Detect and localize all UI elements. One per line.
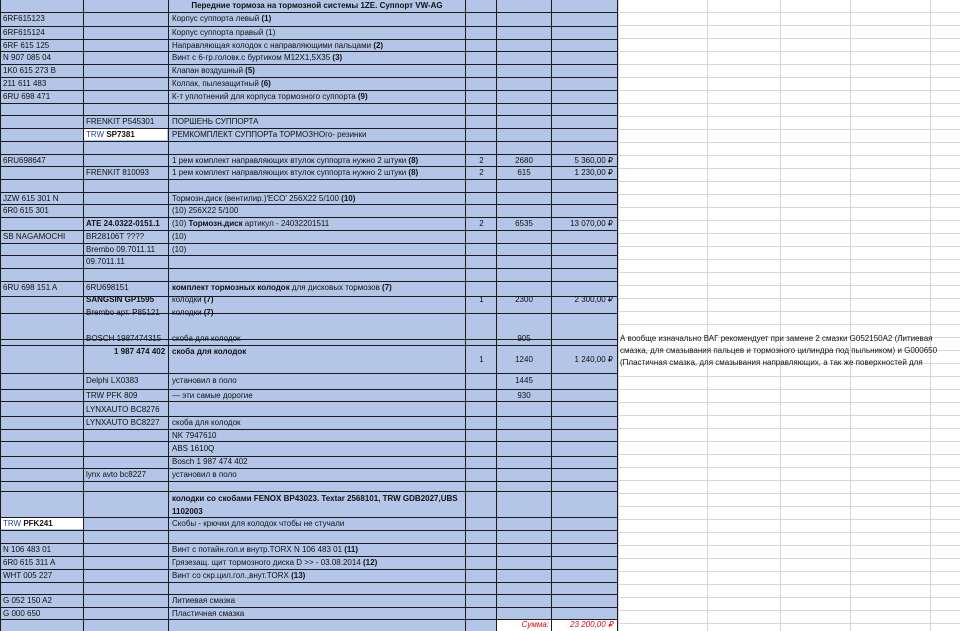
gridline-row: [618, 506, 960, 507]
gridline-dark-row: [0, 26, 618, 27]
part-code: WHT 005 227: [3, 571, 53, 580]
cell-description[interactable]: [172, 456, 248, 468]
supplier-code: Brembo 09.7011.11: [86, 245, 156, 254]
description-text: Тормозн.диск (вентилир.)'ECO' 256Х22 5/100: [172, 194, 342, 203]
cell-supplier[interactable]: [86, 294, 154, 306]
cell-description[interactable]: [172, 167, 418, 179]
part-code: N 907 085 04: [3, 53, 52, 62]
description-bold: (6): [261, 79, 271, 88]
gridline-col: [707, 0, 708, 631]
part-code: 6RF 615 125: [3, 41, 50, 50]
description-text: установил в поло: [172, 376, 237, 385]
gridline-dark-col: [551, 0, 552, 631]
gridline-dark-col: [617, 0, 618, 631]
cell-description[interactable]: [172, 595, 235, 607]
gridline-row: [618, 298, 960, 299]
cell-description[interactable]: [172, 193, 355, 205]
description-bold: (11): [344, 545, 359, 554]
description-bold: (7): [203, 308, 214, 317]
gridline-dark-row: [0, 481, 618, 482]
cell-description[interactable]: [172, 390, 253, 402]
gridline-row: [618, 311, 960, 312]
description-text: Винт со скр.цил.гол.,внут.TORX: [172, 571, 292, 580]
description-text: 1 рем комплект направляющих втулок суппорта нужно 2 штуки: [172, 156, 409, 165]
gridline-row: [618, 428, 960, 429]
cell-description[interactable]: [172, 40, 383, 52]
description-bold: (8): [408, 156, 419, 165]
gridline-row: [618, 64, 960, 65]
description-text: Винт с потайн.гол.и внутр.TORX N 106 483 01: [172, 545, 345, 554]
part-code: SB NAGAMOCHI: [3, 232, 66, 241]
description-text: Направляющая колодок с направляющими пальцами: [172, 41, 374, 50]
cell-qty[interactable]: 2: [479, 219, 484, 228]
gridline-row: [618, 12, 960, 13]
supplier-code: SANGSIN GP1595: [86, 295, 155, 304]
part-code: G 052 150 A2: [3, 596, 52, 605]
gridline-row: [618, 584, 960, 585]
supplier-code: LYNXAUTO BC8276: [86, 405, 160, 414]
cell-supplier[interactable]: [86, 375, 138, 387]
description-bold: (13): [291, 571, 306, 580]
part-code: 6RF615124: [3, 28, 45, 37]
gridline-dark-col: [465, 0, 466, 631]
supplier-code: 6RU698151: [86, 283, 129, 292]
description-text: артикул - 24032201511: [242, 219, 330, 228]
cell-description[interactable]: [172, 506, 203, 518]
gridline-row: [618, 168, 960, 169]
description-text: Скобы - крючки для колодок чтобы не стучали: [172, 519, 345, 528]
cell-supplier[interactable]: [86, 167, 149, 179]
gridline-row: [618, 402, 960, 403]
cell-supplier[interactable]: [86, 231, 144, 243]
cell-part-number[interactable]: [3, 91, 50, 103]
cell-description[interactable]: [172, 493, 458, 505]
cell-supplier[interactable]: [86, 307, 160, 319]
cell-supplier[interactable]: [114, 346, 165, 358]
cell-part-number[interactable]: [3, 205, 49, 217]
gridline-dark-row: [0, 569, 618, 570]
part-code: PFK241: [23, 519, 53, 528]
cell-price[interactable]: 615: [517, 168, 531, 177]
cell-price[interactable]: 1240: [515, 355, 533, 364]
description-text: (10): [172, 245, 187, 254]
part-code: 6RU698647: [3, 156, 46, 165]
cell-part-number[interactable]: [3, 13, 45, 25]
description-bold: (12): [363, 558, 378, 567]
note-cell[interactable]: А вообще изначально ВАГ рекомендует при замене 2 смазки G052150A2 (Литиевая смазка, для смазывания пальцев и тормозного цилиндра под пыльником) и G000650 (Пластичная смазка, для смазывания направляющих, а так же поверхностей для: [620, 334, 938, 367]
cell-qty[interactable]: 1: [479, 295, 484, 304]
part-code: 1K0 615 273 B: [3, 66, 56, 75]
description-text: установил в поло: [172, 470, 237, 479]
cell-supplier[interactable]: [86, 417, 160, 429]
gridline-dark-row: [0, 441, 618, 442]
part-code: 6RF615123: [3, 14, 45, 23]
cell-price[interactable]: 2680: [515, 156, 533, 165]
gridline-row: [618, 597, 960, 598]
description-bold: (7): [203, 295, 214, 304]
description-text: Клапан воздушный: [172, 66, 246, 75]
cell-description[interactable]: [172, 294, 214, 306]
gridline-row: [618, 207, 960, 208]
cell-total[interactable]: 1 230,00 ₽: [574, 168, 613, 177]
cell-part-number[interactable]: [3, 544, 51, 556]
cell-price[interactable]: 905: [517, 334, 531, 343]
description-text: (10): [172, 232, 187, 241]
gridline-row: [618, 480, 960, 481]
cell-price[interactable]: 1445: [515, 376, 533, 385]
gridline-dark-row: [0, 607, 618, 608]
cell-supplier[interactable]: [86, 282, 129, 294]
cell-description[interactable]: [172, 544, 358, 556]
gridline-dark-row: [0, 530, 618, 531]
cell-supplier[interactable]: [86, 129, 135, 141]
gridline-row: [618, 25, 960, 26]
cell-price[interactable]: 6535: [515, 219, 533, 228]
cell-part-number[interactable]: [3, 193, 59, 205]
cell-description[interactable]: [172, 129, 366, 141]
cell-description[interactable]: [172, 469, 237, 481]
description-text: NK 7947610: [172, 431, 217, 440]
cell-description[interactable]: [172, 155, 418, 167]
cell-part-number[interactable]: [3, 557, 55, 569]
gridline-col: [780, 0, 781, 631]
gridline-row: [618, 441, 960, 442]
cell-part-number[interactable]: [3, 27, 45, 39]
gridline-row: [618, 493, 960, 494]
description-text: для дисковых тормозов: [289, 283, 383, 292]
description-text: Корпус суппорта правый (1): [172, 28, 276, 37]
sum-label[interactable]: Сумма:: [521, 620, 549, 629]
description-text: ПОРШЕНЬ СУППОРТА: [172, 117, 259, 126]
cell-description[interactable]: [172, 52, 342, 64]
part-code: 211 611 483: [3, 79, 47, 88]
cell-part-number[interactable]: [3, 231, 65, 243]
gridline-row: [618, 545, 960, 546]
part-code: N 106 483 01: [3, 545, 52, 554]
description-text: Bosch 1 987 474 402: [172, 457, 248, 466]
part-code: 6RU 698 151 A: [3, 283, 58, 292]
part-code: 6R0 615 311 A: [3, 558, 56, 567]
trw-brand: TRW: [86, 130, 105, 139]
trw-brand: TRW: [3, 519, 22, 528]
description-text: (10): [172, 219, 189, 228]
gridline-dark-row: [0, 373, 618, 374]
gridline-row: [618, 38, 960, 39]
cell-description[interactable]: [172, 417, 241, 429]
gridline-row: [618, 90, 960, 91]
cell-part-number[interactable]: [3, 155, 46, 167]
cell-description[interactable]: [172, 27, 275, 39]
supplier-code: lynx avto bc8227: [86, 470, 147, 479]
cell-description[interactable]: [172, 443, 214, 455]
description-text: ABS 1610Q: [172, 444, 215, 453]
gridline-row: [618, 51, 960, 52]
gridline-dark-row: [0, 429, 618, 430]
gridline-row: [618, 389, 960, 390]
cell-supplier[interactable]: [86, 256, 125, 268]
cell-part-number[interactable]: [3, 78, 46, 90]
gridline-dark-row: [0, 77, 618, 78]
cell-description[interactable]: [172, 608, 244, 620]
cell-description[interactable]: [172, 218, 329, 230]
cell-qty[interactable]: 1: [479, 355, 484, 364]
cell-description[interactable]: [172, 430, 216, 442]
gridline-row: [618, 259, 960, 260]
gridline-dark-row: [0, 345, 618, 346]
gridline-dark-row: [0, 456, 618, 457]
gridline-dark-row: [0, 64, 618, 65]
gridline-row: [618, 467, 960, 468]
gridline-dark-row: [0, 179, 618, 180]
description-text: РЕМКОМПЛЕКТ СУППОРТа ТОРМОЗНОго- резинки: [172, 130, 367, 139]
cell-description[interactable]: [172, 78, 271, 90]
cell-description[interactable]: [172, 375, 237, 387]
cell-description[interactable]: [172, 346, 246, 358]
gridline-col: [618, 0, 619, 631]
gridline-row: [618, 571, 960, 572]
gridline-row: [618, 272, 960, 273]
description-bold: 1102003: [172, 507, 203, 516]
description-text: колодки: [172, 308, 204, 317]
cell-supplier[interactable]: [86, 404, 160, 416]
cell-description[interactable]: [172, 13, 271, 25]
gridline-row: [618, 623, 960, 624]
cell-description[interactable]: [172, 518, 344, 530]
description-text: Винт с 6-гр.головк.с буртиком М12Х1,5Х35: [172, 53, 333, 62]
cell-supplier[interactable]: [86, 244, 155, 256]
gridline-dark-row: [0, 12, 618, 13]
description-bold: скоба для колодок: [172, 347, 247, 356]
supplier-code: TRW PFK 809: [86, 391, 138, 400]
cell-description[interactable]: [172, 205, 238, 217]
cell-supplier[interactable]: [86, 333, 161, 345]
description-text: — эти самые дорогие: [172, 391, 253, 400]
cell-qty[interactable]: 2: [479, 168, 484, 177]
description-text: Литиевая смазка: [172, 596, 236, 605]
sheet-title[interactable]: Передние тормоза на тормозной системы 1ZE. Суппорт VW-AG: [191, 1, 443, 10]
supplier-code: Delphi LX0383: [86, 376, 139, 385]
cell-description[interactable]: [172, 244, 186, 256]
sum-value[interactable]: 23 200,00 ₽: [570, 620, 613, 629]
gridline-col: [930, 0, 931, 631]
cell-price[interactable]: 2300: [515, 295, 533, 304]
gridline-row: [618, 103, 960, 104]
part-code: G 000 650: [3, 609, 41, 618]
gridline-dark-col: [83, 0, 84, 631]
supplier-code: Brembo арт. P85121: [86, 308, 160, 317]
cell-total[interactable]: 5 360,00 ₽: [574, 156, 613, 165]
description-text: скоба для колодок: [172, 334, 241, 343]
gridline-row: [618, 324, 960, 325]
cell-description[interactable]: [172, 231, 186, 243]
gridline-dark-col: [496, 0, 497, 631]
cell-total[interactable]: 1 240,00 ₽: [574, 355, 613, 364]
gridline-row: [618, 155, 960, 156]
supplier-code: FRENKIT P545301: [86, 117, 155, 126]
description-text: (10) 256X22 5/100: [172, 206, 239, 215]
gridline-row: [618, 454, 960, 455]
gridline-row: [618, 415, 960, 416]
gridline-row: [618, 233, 960, 234]
description-text: колодки: [172, 295, 204, 304]
supplier-code: SP7381: [106, 130, 135, 139]
gridline-row: [618, 532, 960, 533]
cell-part-number[interactable]: [3, 518, 53, 530]
cell-part-number[interactable]: [3, 282, 57, 294]
gridline-row: [618, 376, 960, 377]
supplier-code: 09.7011.11: [86, 257, 125, 266]
description-text: Пластичная смазка: [172, 609, 245, 618]
cell-part-number[interactable]: [3, 595, 52, 607]
description-bold: (1): [261, 14, 272, 23]
description-bold: (10): [341, 194, 356, 203]
cell-description[interactable]: [172, 282, 392, 294]
cell-supplier[interactable]: [86, 116, 154, 128]
description-bold: колодки со скобами FENOX BP43023. Textar 2568101, TRW GDB2027,UBS: [172, 494, 458, 503]
gridline-row: [618, 142, 960, 143]
cell-description[interactable]: [172, 570, 305, 582]
description-bold: (3): [332, 53, 343, 62]
description-text: 1 рем комплект направляющих втулок суппорта нужно 2 штуки: [172, 168, 409, 177]
cell-description[interactable]: [172, 91, 368, 103]
cell-description[interactable]: [172, 557, 377, 569]
gridline-dark-row: [0, 268, 618, 269]
part-code: 6RU 698 471: [3, 92, 51, 101]
cell-description[interactable]: [172, 116, 258, 128]
description-text: скоба для колодок: [172, 418, 241, 427]
gridline-dark-row: [0, 491, 618, 492]
description-bold: (8): [408, 168, 419, 177]
part-code: 6R0 615 301: [3, 206, 49, 215]
description-text: Колпак, пылезащитный: [172, 79, 262, 88]
gridline-dark-row: [0, 594, 618, 595]
gridline-dark-row: [0, 103, 618, 104]
gridline-row: [618, 194, 960, 195]
gridline-row: [618, 558, 960, 559]
description-bold: (5): [245, 66, 255, 75]
cell-description[interactable]: [172, 333, 241, 345]
supplier-code: ATE 24.0322-0151.1: [86, 219, 160, 228]
cell-total[interactable]: 2 300,00 ₽: [574, 295, 613, 304]
supplier-code: BR28106T ????: [86, 232, 145, 241]
cell-part-number[interactable]: [3, 570, 52, 582]
gridline-row: [618, 610, 960, 611]
cell-supplier[interactable]: [86, 469, 146, 481]
cell-description[interactable]: [172, 65, 255, 77]
gridline-row: [618, 519, 960, 520]
description-text: К-т уплотнений для корпуса тормозного суппорта: [172, 92, 358, 101]
gridline-row: [618, 77, 960, 78]
cell-part-number[interactable]: [3, 52, 51, 64]
supplier-code: BOSCH 1987474315: [86, 334, 162, 343]
part-code: JZW 615 301 N: [3, 194, 59, 203]
description-bold: Тормозн.диск: [188, 219, 243, 228]
gridline-dark-row: [0, 141, 618, 142]
gridline-row: [618, 285, 960, 286]
description-text: Грязезащ. щит тормозного диска D >> - 03.08.2014: [172, 558, 363, 567]
gridline-row: [618, 220, 960, 221]
cell-part-number[interactable]: [3, 65, 56, 77]
supplier-code: 1 987 474 402: [114, 347, 166, 356]
cell-qty[interactable]: 2: [479, 156, 484, 165]
gridline-row: [618, 246, 960, 247]
gridline-dark-row: [0, 582, 618, 583]
gridline-row: [618, 181, 960, 182]
gridline-dark-col: [0, 0, 1, 631]
description-bold: (7): [382, 283, 392, 292]
cell-price[interactable]: 930: [517, 391, 531, 400]
description-bold: (2): [373, 41, 384, 50]
description-bold: комплект тормозных колодок: [172, 283, 290, 292]
supplier-code: FRENKIT 810093: [86, 168, 149, 177]
supplier-code: LYNXAUTO BC8227: [86, 418, 160, 427]
cell-part-number[interactable]: [3, 40, 49, 52]
gridline-col: [850, 0, 851, 631]
cell-total[interactable]: 13 070,00 ₽: [570, 219, 613, 228]
gridline-row: [618, 116, 960, 117]
cell-part-number[interactable]: [3, 608, 40, 620]
gridline-row: [618, 129, 960, 130]
cell-supplier[interactable]: [86, 218, 160, 230]
cell-description[interactable]: [172, 307, 214, 319]
cell-supplier[interactable]: [86, 390, 137, 402]
description-text: Корпус суппорта левый: [172, 14, 262, 23]
description-bold: (9): [357, 92, 368, 101]
gridline-dark-col: [168, 0, 169, 631]
